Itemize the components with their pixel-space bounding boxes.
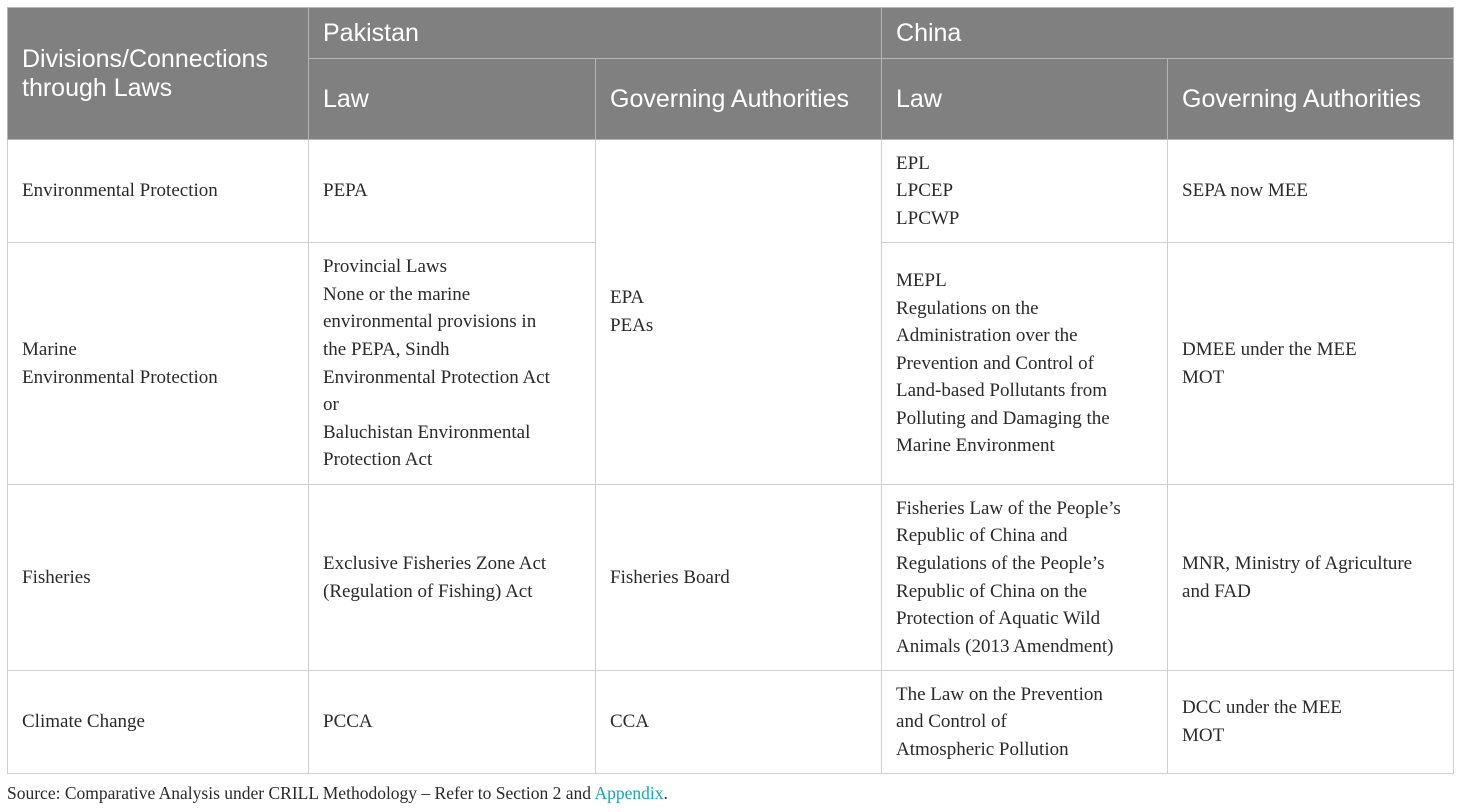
- china-authority-cell: MNR, Ministry of Agriculture and FAD: [1168, 485, 1454, 671]
- table-row: [8, 485, 1454, 671]
- pakistan-authority-cell: EPA PEAs: [596, 140, 882, 485]
- table-row: [8, 140, 1454, 243]
- division-cell: Climate Change: [8, 671, 309, 774]
- china-authority-cell: DCC under the MEE MOT: [1168, 671, 1454, 774]
- china-law-cell: The Law on the Prevention and Control of Atmospheric Pollution: [882, 671, 1168, 774]
- division-cell: Environmental Protection: [8, 140, 309, 243]
- china-authority-cell: DMEE under the MEE MOT: [1168, 243, 1454, 485]
- comparison-table: [7, 7, 1454, 774]
- pakistan-authority-cell: CCA: [596, 671, 882, 774]
- pakistan-authority-cell: Fisheries Board: [596, 485, 882, 671]
- header-pakistan: Pakistan: [309, 8, 882, 59]
- pakistan-law-cell: PCCA: [309, 671, 596, 774]
- header-pakistan-law: Law: [309, 59, 596, 140]
- pakistan-law-cell: PEPA: [309, 140, 596, 243]
- china-law-cell: EPL LPCEP LPCWP: [882, 140, 1168, 243]
- source-text: Source: Comparative Analysis under CRILL Methodology – Refer to Section 2 and: [7, 783, 595, 803]
- china-law-cell: MEPL Regulations on the Administration over the Prevention and Control of Land-based Pollutants from Polluting and Damaging the Marine Environment: [882, 243, 1168, 485]
- header-china-governing: Governing Authorities: [1168, 59, 1454, 140]
- china-law-cell: Fisheries Law of the People’s Republic of China and Regulations of the People’s Republic of China on the Protection of Aquatic Wild Animals (2013 Amendment): [882, 485, 1168, 671]
- appendix-link[interactable]: Appendix: [594, 783, 664, 803]
- china-authority-cell: SEPA now MEE: [1168, 140, 1454, 243]
- header-china-law: Law: [882, 59, 1168, 140]
- header-china: China: [882, 8, 1454, 59]
- source-note: [7, 783, 668, 804]
- table-row: [8, 671, 1454, 774]
- source-end: .: [663, 783, 668, 803]
- division-cell: Marine Environmental Protection: [8, 243, 309, 485]
- pakistan-law-cell: Provincial Laws None or the marine environmental provisions in the PEPA, Sindh Environmental Protection Act or Baluchistan Environmental Protection Act: [309, 243, 596, 485]
- header-divisions: Divisions/Connections through Laws: [8, 8, 309, 140]
- pakistan-law-cell: Exclusive Fisheries Zone Act (Regulation of Fishing) Act: [309, 485, 596, 671]
- division-cell: Fisheries: [8, 485, 309, 671]
- header-pakistan-governing: Governing Authorities: [596, 59, 882, 140]
